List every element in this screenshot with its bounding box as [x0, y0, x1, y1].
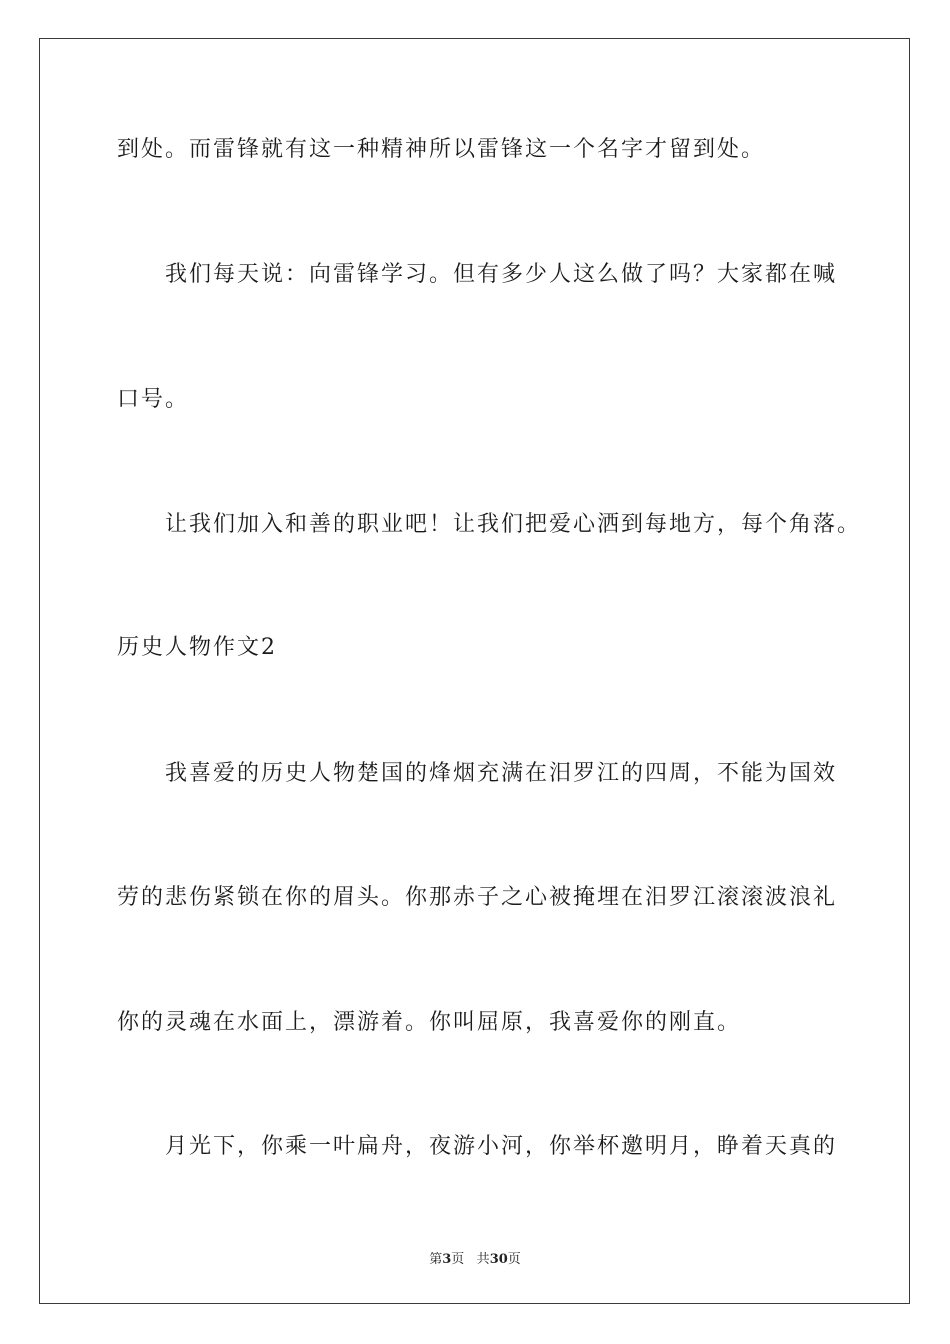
section-heading: 历史人物作文2	[117, 635, 277, 660]
paragraph-line: 我们每天说：向雷锋学习。但有多少人这么做了吗？大家都在喊	[165, 262, 838, 287]
total-pages: 30	[489, 1252, 508, 1267]
paragraph-line: 我喜爱的历史人物楚国的烽烟充满在汨罗江的四周，不能为国效	[165, 761, 838, 786]
paragraph-line: 你的灵魂在水面上，漂游着。你叫屈原，我喜爱你的刚直。	[117, 1010, 742, 1035]
paragraph-line: 到处。而雷锋就有这一种精神所以雷锋这一个名字才留到处。	[117, 137, 766, 162]
page-footer	[0, 1248, 950, 1267]
page-number: 3	[442, 1252, 452, 1267]
paragraph-line: 口号。	[117, 387, 190, 412]
paragraph-line: 劳的悲伤紧锁在你的眉头。你那赤子之心被掩埋在汨罗江滚滚波浪礼	[117, 885, 838, 910]
page-border	[39, 38, 910, 1304]
paragraph-line: 月光下，你乘一叶扁舟，夜游小河，你举杯邀明月，睁着天真的	[165, 1134, 838, 1159]
paragraph-line: 让我们加入和善的职业吧！让我们把爱心洒到每地方，每个角落。	[165, 512, 862, 537]
total-prefix: 共	[476, 1252, 490, 1267]
page-suffix: 页	[451, 1252, 465, 1267]
page-prefix: 第	[429, 1252, 443, 1267]
total-suffix: 页	[507, 1252, 521, 1267]
